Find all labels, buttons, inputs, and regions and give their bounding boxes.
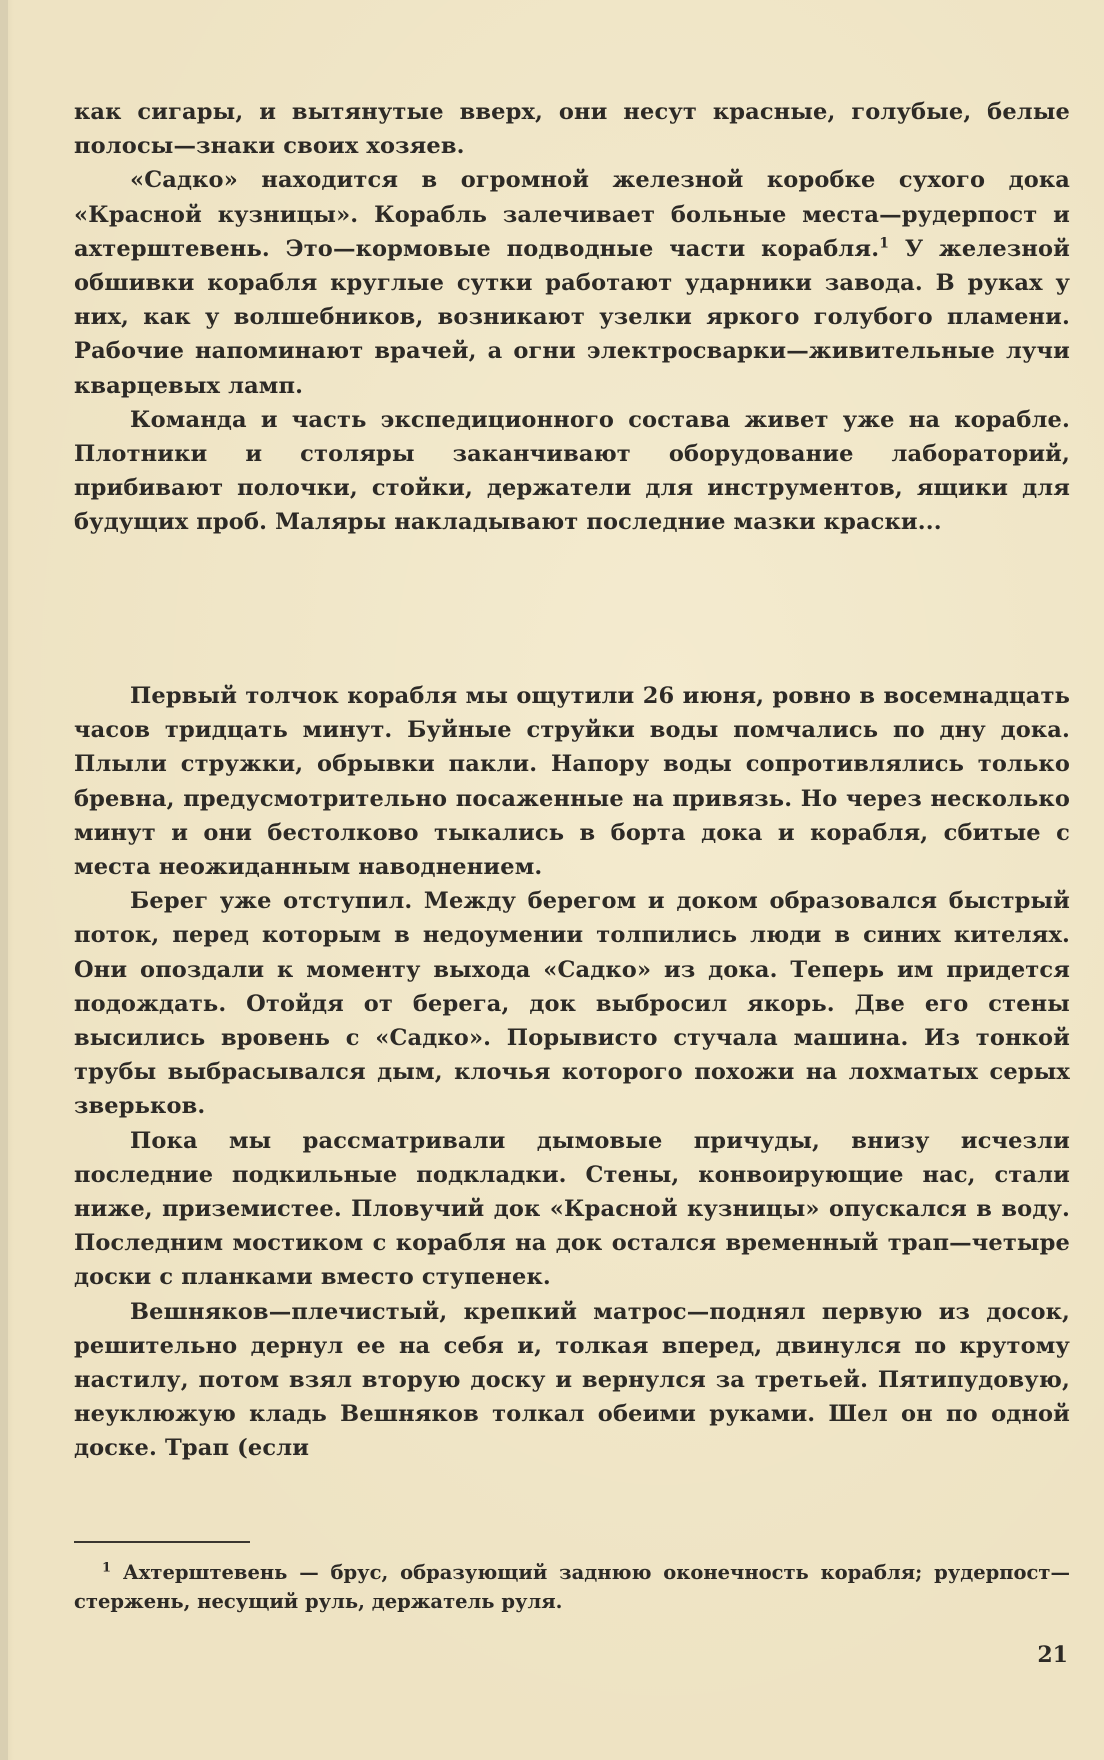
- text-section-1: [74, 95, 1070, 540]
- paragraph-text: «Садко» находится в огромной железной коробке сухого дока «Красной кузницы». Корабль залечивает больные места—рудерпост и ахтерштевень. Это—кормовые подводные части корабля.: [74, 167, 1070, 262]
- page-number: 21: [1037, 1642, 1068, 1668]
- text-section-2: [74, 679, 1070, 1466]
- paragraph-sadko-dock: [74, 163, 1070, 402]
- footnote: [74, 1558, 1070, 1616]
- page-edge: [0, 0, 8, 1760]
- footnote-reference: 1: [879, 235, 890, 252]
- footnote-marker: 1: [102, 1560, 112, 1576]
- paragraph-smoke: Пока мы рассматривали дымовые причуды, внизу исчезли последние подкильные подкладки. Стены, конвоирующие нас, стали ниже, приземистее. Пловучий док «Красной кузницы» опускался в воду. Последним мостиком с корабля на док остался временный трап—четыре доски с планками вместо ступенек.: [74, 1127, 1070, 1291]
- footnote-divider: [74, 1541, 250, 1543]
- paragraph-first-push: Первый толчок корабля мы ощутили 26 июня, ровно в восемнадцать часов тридцать минут. Буйные струйки воды помчались по дну дока. Плыли стружки, обрывки пакли. Напору воды сопротивлялись только бревна, предусмотрительно посаженные на привязь. Но через несколько минут и они бестолково тыкались в борта дока и корабля, сбитые с места неожиданным наводнением.: [74, 683, 1070, 881]
- paragraph-crew: Команда и часть экспедиционного состава живет уже на корабле. Плотники и столяры заканчивают оборудование лабораторий, прибивают полочки, стойки, держатели для инструментов, ящики для будущих проб. Маляры накладывают последние мазки краски...: [74, 406, 1070, 536]
- footnote-text: Ахтерштевень — брус, образующий заднюю оконечность корабля; рудерпост—стержень, несущий руль, держатель руля.: [74, 1561, 1070, 1613]
- paragraph-text: У железной обшивки корабля круглые сутки работают ударники завода. В руках у них, как у волшебников, возникают узелки яркого голубого пламени. Рабочие напоминают врачей, а огни электросварки—живительные лучи кварцевых ламп.: [74, 235, 1070, 399]
- paragraph-shore: Берег уже отступил. Между берегом и доком образовался быстрый поток, перед которым в недоумении толпились люди в синих кителях. Они опоздали к моменту выхода «Садко» из дока. Теперь им придется подождать. Отойдя от берега, док выбросил якорь. Две его стены высились вровень с «Садко». Порывисто стучала машина. Из тонкой трубы выбрасывался дым, клочья которого похожи на лохматых серых зверьков.: [74, 888, 1070, 1120]
- paragraph-continued: как сигары, и вытянутые вверх, они несут красные, голубые, белые полосы—знаки своих хозяев.: [74, 99, 1070, 160]
- paragraph-veshnyakov: Вешняков—плечистый, крепкий матрос—поднял первую из досок, решительно дернул ее на себя и, толкая вперед, двинулся по крутому настилу, потом взял вторую доску и вернулся за третьей. Пятипудовую, неуклюжую кладь Вешняков толкал обеими руками. Шел он по одной доске. Трап (если: [74, 1298, 1070, 1462]
